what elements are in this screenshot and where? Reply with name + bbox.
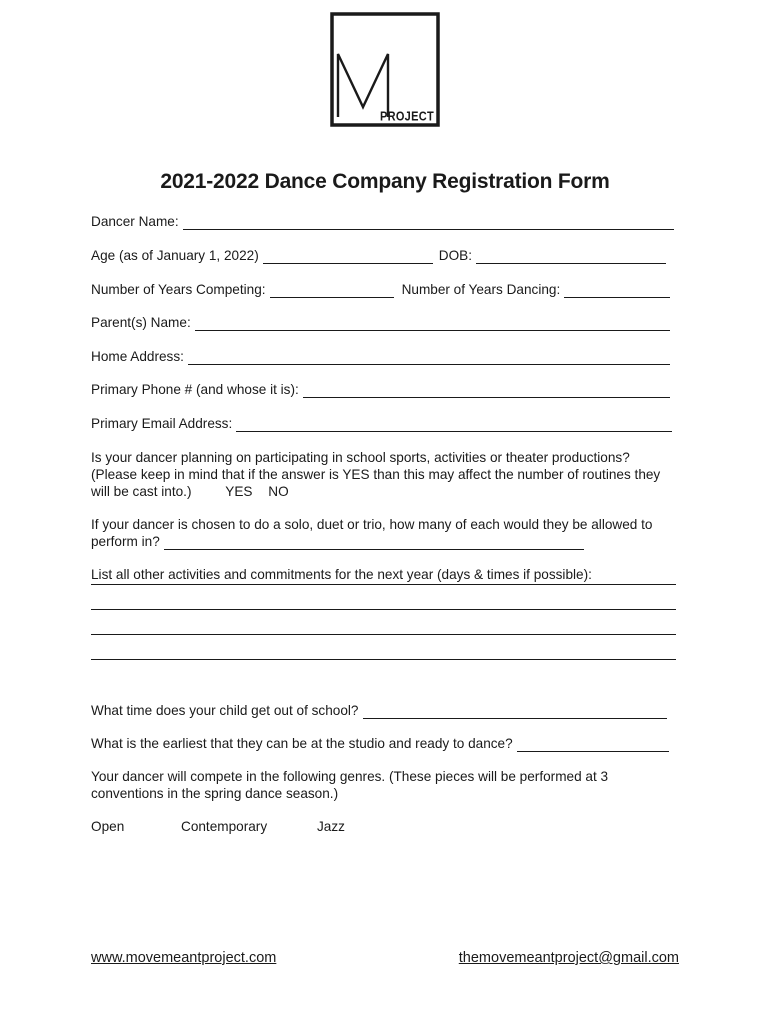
email-row — [91, 415, 672, 432]
years-row — [91, 281, 670, 298]
school-out-row — [91, 702, 667, 719]
dancer-name-field[interactable] — [183, 217, 674, 230]
genre-contemporary: Contemporary — [181, 819, 268, 834]
no-option[interactable]: NO — [268, 484, 289, 499]
phone-label: Primary Phone # (and whose it is): — [91, 382, 299, 397]
logo — [330, 12, 440, 127]
earliest-field[interactable] — [517, 739, 669, 752]
dancer-name-label: Dancer Name: — [91, 214, 179, 229]
dancer-name-row — [91, 213, 674, 230]
school-out-field[interactable] — [363, 706, 667, 719]
parents-row — [91, 314, 670, 331]
email-label: Primary Email Address: — [91, 416, 233, 431]
solo-line-1: If your dancer is chosen to do a solo, duet or trio, how many of each would they be allowed to — [91, 517, 653, 532]
years-competing-label: Number of Years Competing: — [91, 282, 266, 297]
address-row — [91, 348, 670, 365]
email-link[interactable]: themovemeantproject@gmail.com — [458, 950, 679, 966]
solo-line-2: perform in? — [91, 534, 160, 549]
phone-field[interactable] — [303, 385, 670, 398]
phone-row — [91, 381, 670, 398]
activities-line-3[interactable] — [91, 634, 676, 635]
address-field[interactable] — [188, 352, 670, 365]
age-field[interactable] — [263, 251, 433, 264]
solo-question — [91, 516, 691, 550]
school-activities-line-1: Is your dancer planning on participating in school sports, activities or theater productions? — [91, 450, 630, 465]
dob-field[interactable] — [476, 251, 666, 264]
activities-label: List all other activities and commitments for the next year (days & times if possible): — [91, 567, 592, 582]
solo-field[interactable] — [164, 537, 584, 550]
page-title: 2021-2022 Dance Company Registration Form — [160, 170, 610, 193]
earliest-label: What is the earliest that they can be at the studio and ready to dance? — [91, 736, 513, 751]
genre-jazz: Jazz — [317, 819, 345, 834]
genres-line-1: Your dancer will compete in the following genres. (These pieces will be performed at 3 — [91, 769, 609, 784]
dob-label: DOB: — [438, 248, 472, 263]
parents-label: Parent(s) Name: — [91, 315, 191, 330]
genres-text — [91, 768, 691, 802]
address-label: Home Address: — [91, 349, 184, 364]
yes-option[interactable]: YES — [225, 484, 253, 499]
website-link[interactable]: www.movemeantproject.com — [91, 950, 277, 966]
school-activities-line-3: will be cast into.) — [91, 484, 192, 499]
activities-line-2[interactable] — [91, 609, 676, 610]
genres-line-2: conventions in the spring dance season.) — [91, 786, 339, 801]
genre-open: Open — [91, 819, 125, 834]
school-activities-line-2: (Please keep in mind that if the answer is YES than this may affect the number of routines they — [91, 467, 661, 482]
activities-line-1[interactable] — [91, 584, 676, 585]
age-dob-row — [91, 247, 666, 264]
years-dancing-label: Number of Years Dancing: — [401, 282, 561, 297]
email-field[interactable] — [236, 419, 672, 432]
parents-field[interactable] — [195, 318, 670, 331]
years-competing-field[interactable] — [270, 285, 394, 298]
age-label: Age (as of January 1, 2022) — [91, 248, 259, 263]
earliest-row — [91, 735, 669, 752]
activities-line-4[interactable] — [91, 659, 676, 660]
years-dancing-field[interactable] — [564, 285, 670, 298]
logo-word: PROJECT — [379, 110, 434, 124]
school-out-label: What time does your child get out of school? — [91, 703, 359, 718]
school-activities-question — [91, 449, 691, 500]
